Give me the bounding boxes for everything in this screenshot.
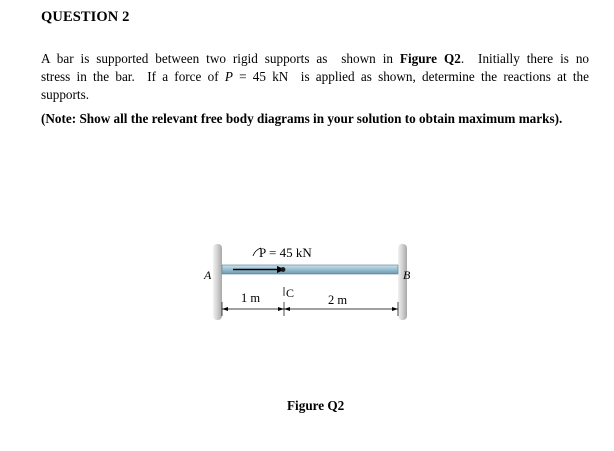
left-support xyxy=(213,244,222,320)
note-text: Show all the relevant free body diagrams in your solution to obtain maximum marks). xyxy=(76,111,563,126)
question-heading: QUESTION 2 xyxy=(41,9,130,25)
figure-caption: Figure Q2 xyxy=(287,398,345,413)
bar-figure xyxy=(195,236,425,326)
question-text xyxy=(41,50,589,104)
question-line-1: A bar is supported between two rigid supports as shown in Figure Q2. Initially there is no xyxy=(41,51,590,66)
dim-arrow-mid-left xyxy=(278,307,284,311)
question-line-2: stress in the bar. If a force of P = 45 kN is applied as shown, determine the reactions at the xyxy=(41,69,589,84)
right-support xyxy=(398,244,407,320)
support-b-label: B xyxy=(403,268,411,282)
question-line-3: supports. xyxy=(41,87,89,102)
force-label: P = 45 kN xyxy=(259,245,312,260)
force-application-point xyxy=(281,267,286,272)
dim-arrow-left xyxy=(222,307,228,311)
dimension-left: 1 m xyxy=(241,291,261,305)
note-label: (Note: xyxy=(41,111,77,126)
dimension-right: 2 m xyxy=(328,293,348,307)
dim-arrow-mid-right xyxy=(284,307,290,311)
question-note xyxy=(41,110,562,128)
point-c-label: C xyxy=(286,286,295,300)
dim-arrow-right xyxy=(392,307,398,311)
bar-diagram xyxy=(195,236,425,326)
support-a-label: A xyxy=(204,268,212,282)
